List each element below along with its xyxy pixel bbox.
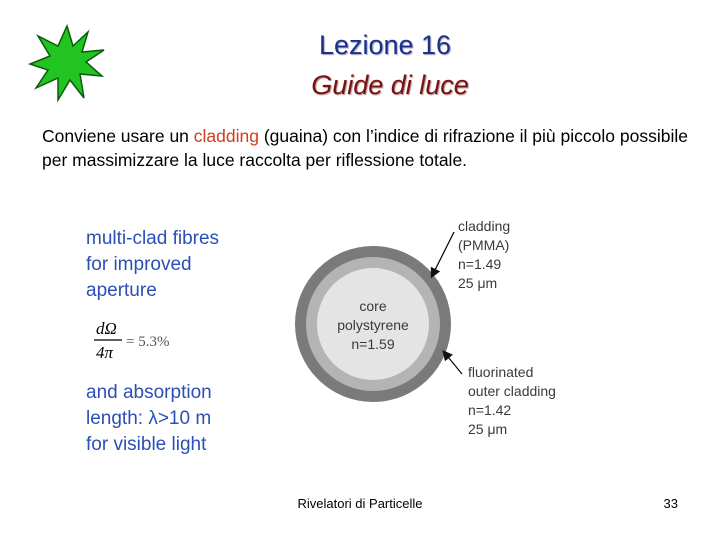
intro-paragraph: [42, 124, 702, 172]
paragraph-text-after: (guaina) con l’indice di rifrazione il più piccolo possibile per massimizzare la luce raccolta per riflessione totale.: [42, 126, 688, 170]
core-label: core: [359, 298, 387, 314]
cladding-thickness: 25 μm: [458, 275, 498, 291]
absorption-description: [86, 380, 212, 458]
aperture-formula: [92, 316, 192, 366]
fibre-cross-section-diagram: [290, 212, 590, 447]
fibre-description: [86, 226, 219, 304]
outer-material: outer cladding: [468, 383, 556, 399]
page-title: Lezione 16: [318, 30, 452, 60]
cladding-label: cladding: [458, 218, 511, 234]
cladding-pointer-arrow: [432, 232, 454, 276]
paragraph-highlight: cladding: [193, 126, 259, 146]
fibre-line: aperture: [86, 280, 157, 301]
core-index: n=1.59: [351, 336, 395, 352]
page-subtitle: Guide di luce: [311, 70, 469, 100]
outer-pointer-arrow: [444, 352, 462, 374]
cladding-material: (PMMA): [458, 237, 510, 253]
absorption-line: for visible light: [86, 434, 207, 455]
star-burst-icon: [28, 24, 106, 102]
page-number: 33: [663, 496, 678, 511]
core-material: polystyrene: [337, 317, 409, 333]
fibre-line: multi-clad fibres: [86, 228, 220, 249]
footer-course-title: Rivelatori di Particelle: [297, 496, 423, 511]
formula-result: = 5.3%: [126, 334, 170, 350]
fibre-line: for improved: [86, 254, 192, 275]
formula-numerator: dΩ: [96, 319, 117, 338]
absorption-line: and absorption: [86, 382, 212, 403]
paragraph-text-before: Conviene usare un: [42, 126, 194, 146]
formula-denominator: 4π: [96, 343, 114, 362]
outer-index: n=1.42: [468, 402, 512, 418]
outer-label: fluorinated: [468, 364, 534, 380]
cladding-index: n=1.49: [458, 256, 502, 272]
absorption-line: length: λ>10 m: [86, 408, 212, 429]
outer-thickness: 25 μm: [468, 421, 508, 437]
